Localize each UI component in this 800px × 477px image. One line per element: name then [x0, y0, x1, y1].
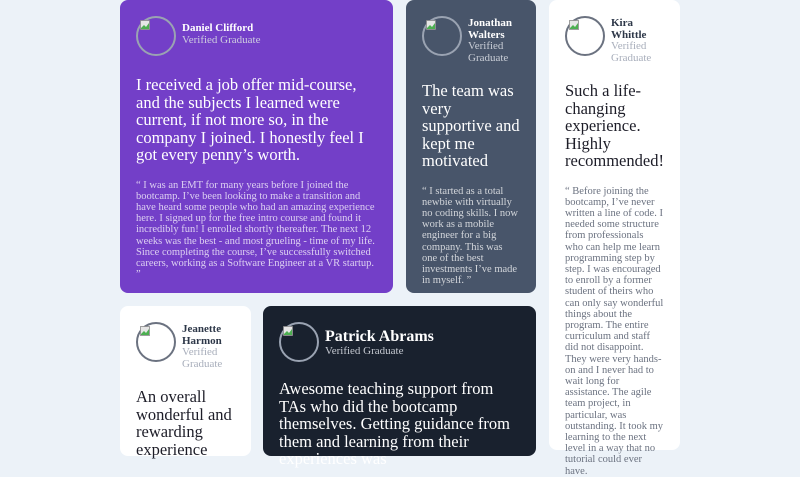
testimonial-header [565, 16, 664, 64]
author-info [611, 18, 664, 64]
author-status: Verified Graduate [325, 345, 404, 357]
testimonial-headline: Such a life-changing experience. Highly recommended! [565, 81, 664, 170]
broken-image-icon [426, 20, 436, 30]
testimonial-card-kira [549, 0, 680, 477]
testimonial-header [136, 322, 235, 370]
author-name: Daniel Clifford [182, 22, 254, 34]
testimonial-card-daniel [120, 0, 393, 293]
avatar [279, 322, 319, 362]
testimonial-headline: Awesome teaching support from TAs who did the bootcamp themselves. Getting guidance from them and learning from their experiences was [279, 379, 510, 468]
avatar [565, 16, 605, 56]
testimonial-quote: “ Before joining the bootcamp, I’ve never written a line of code. I needed some structure from professionals who can help me learn programming step by step. I was encouraged to enroll by a former student of theirs who can only say wonderful things about the program. The entire curriculum and staff did not disappoint. They were very hands-on and I never had to wait long for assistance. The agile team project, in particular, was outstanding. It took my learning to the next level in a way that no tutorial could ever have. [565, 185, 664, 477]
testimonial-card-patrick [263, 306, 536, 468]
author-name: Jeanette Harmon [182, 323, 222, 347]
broken-image-icon [140, 326, 150, 336]
avatar [136, 16, 176, 56]
testimonial-card-jonathan [406, 0, 536, 293]
avatar [422, 16, 462, 56]
author-info [325, 328, 434, 358]
author-info [182, 23, 261, 46]
testimonial-header [136, 16, 377, 56]
author-name: Kira Whittle [611, 17, 647, 41]
broken-image-icon [569, 20, 579, 30]
testimonial-quote: “ I was an EMT for many years before I joined the bootcamp. I’ve been looking to make a transition and have heard some people who had an amazing experience here. I signed up for the free intro course and found it incredibly fun! I enrolled shortly thereafter. The next 12 weeks was the best - and most grueling - time of my life. Since completing the course, I’ve successfully switched careers, working as a Software Engineer at a VR startup. ” [136, 179, 375, 281]
author-name: Jonathan Walters [468, 17, 513, 41]
testimonial-header [279, 322, 520, 362]
author-info [182, 324, 235, 370]
author-status: Verified Graduate [611, 40, 652, 64]
broken-image-icon [140, 20, 150, 30]
testimonial-headline: The team was very supportive and kept me motivated [422, 81, 520, 170]
testimonial-card-jeanette [120, 306, 251, 459]
testimonial-headline: I received a job offer mid-course, and the subjects I learned were current, if not more so, in the company I joined. I honestly feel I got every penny’s worth. [136, 75, 364, 164]
author-status: Verified Graduate [182, 346, 223, 370]
avatar [136, 322, 176, 362]
author-status: Verified Graduate [468, 40, 509, 64]
author-status: Verified Graduate [182, 33, 261, 46]
broken-image-icon [283, 326, 293, 336]
testimonial-headline: An overall wonderful and rewarding experience [136, 387, 232, 459]
testimonial-header [422, 16, 520, 64]
testimonial-quote: “ I started as a total newbie with virtually no coding skills. I now work as a mobile engineer for a big company. This was one of the best investments I’ve made in myself. ” [422, 185, 518, 287]
author-info [468, 18, 520, 64]
author-name: Patrick Abrams [325, 328, 434, 345]
